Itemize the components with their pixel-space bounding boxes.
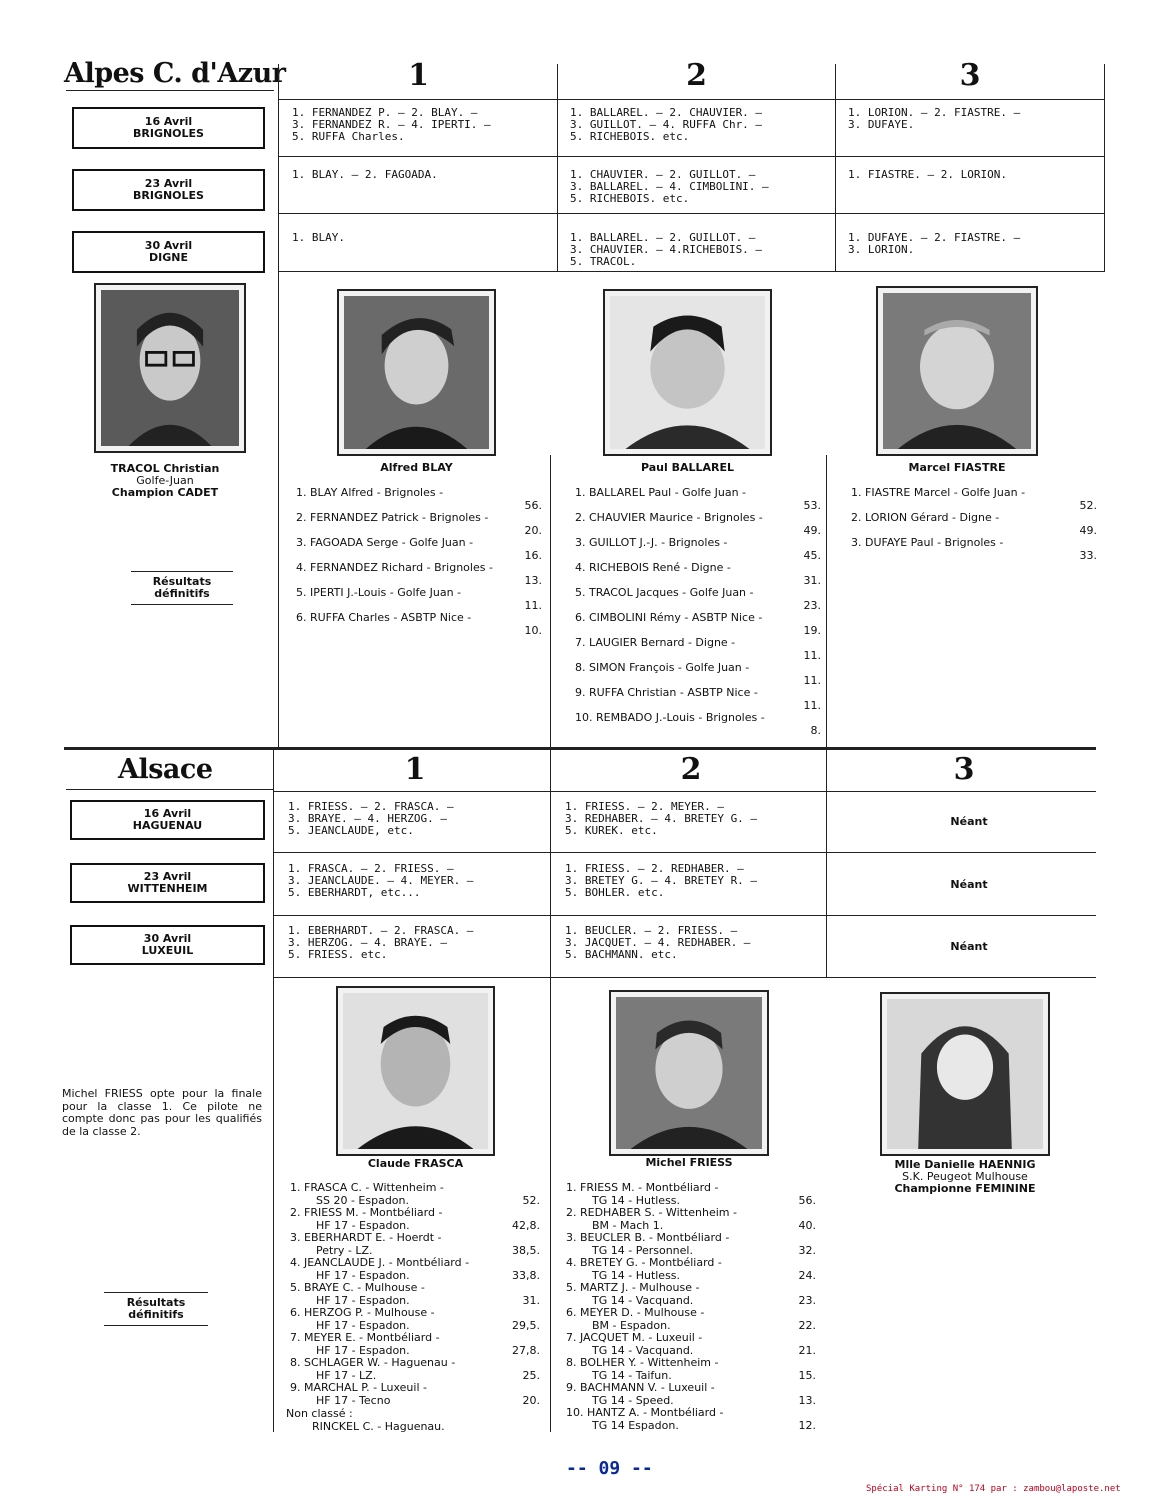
result-entry xyxy=(296,587,542,612)
result-entry xyxy=(566,1182,816,1207)
result-driver: 5. TRACOL Jacques - Golfe Juan - xyxy=(575,586,754,599)
result-score: 20. xyxy=(524,523,542,537)
results-list xyxy=(296,487,542,637)
race-result-cell: Néant xyxy=(950,940,988,953)
result-score: 12. xyxy=(798,1418,816,1432)
results-list xyxy=(851,487,1097,562)
result-entry xyxy=(566,1332,816,1357)
results-label-line: Résultats xyxy=(126,1296,186,1309)
date-box-16-avril xyxy=(70,800,265,840)
portrait-photo xyxy=(94,283,246,453)
column-header-2: 2 xyxy=(680,752,702,787)
result-entry xyxy=(575,512,821,537)
result-entry xyxy=(566,1282,816,1307)
result-kart: HF 17 - Espadon. xyxy=(316,1268,410,1282)
result-driver: 9. MARCHAL P. - Luxeuil - xyxy=(290,1381,427,1394)
result-driver: 2. CHAUVIER Maurice - Brignoles - xyxy=(575,511,763,524)
result-score: 24. xyxy=(798,1268,816,1282)
portrait-caption: Claude FRASCA xyxy=(367,1157,464,1170)
result-score: 22. xyxy=(798,1318,816,1332)
result-driver: 3. GUILLOT J.-J. - Brignoles - xyxy=(575,536,728,549)
result-driver: 2. FERNANDEZ Patrick - Brignoles - xyxy=(296,511,489,524)
caption-name: Mlle Danielle HAENNIG xyxy=(894,1158,1036,1171)
divider xyxy=(274,852,1096,853)
result-entry xyxy=(575,612,821,637)
result-kart: HF 17 - Espadon. xyxy=(316,1343,410,1357)
result-entry xyxy=(290,1232,540,1257)
result-entry xyxy=(575,712,821,737)
portrait-caption: Alfred BLAY xyxy=(380,461,453,474)
result-score: 16. xyxy=(524,548,542,562)
result-driver: 8. SIMON François - Golfe Juan - xyxy=(575,661,750,674)
result-kart xyxy=(575,725,601,738)
result-driver: 5. MARTZ J. - Mulhouse - xyxy=(566,1281,700,1294)
result-score: 56. xyxy=(798,1193,816,1207)
unclassified-entry: RINCKEL C. - Haguenau. xyxy=(312,1419,445,1433)
result-score: 21. xyxy=(798,1343,816,1357)
result-driver: 4. BRETEY G. - Montbéliard - xyxy=(566,1256,722,1269)
result-entry xyxy=(851,537,1097,562)
result-driver: 1. BALLAREL Paul - Golfe Juan - xyxy=(575,486,747,499)
result-entry xyxy=(575,637,821,662)
portrait-photo xyxy=(876,286,1038,456)
result-kart: TG 14 - Hutless. xyxy=(592,1193,681,1207)
result-entry xyxy=(290,1332,540,1357)
result-score: 45. xyxy=(803,548,821,562)
result-driver: 3. FAGOADA Serge - Golfe Juan - xyxy=(296,536,474,549)
result-score: 11. xyxy=(803,673,821,687)
results-label xyxy=(131,571,233,605)
result-score: 33. xyxy=(1079,548,1097,562)
result-score: 13. xyxy=(524,573,542,587)
result-score: 11. xyxy=(524,598,542,612)
date-day: 30 Avril xyxy=(144,239,193,252)
results-label-line: définitifs xyxy=(128,1308,184,1321)
result-entry xyxy=(851,487,1097,512)
divider xyxy=(278,156,1104,157)
result-driver: 1. FIASTRE Marcel - Golfe Juan - xyxy=(851,486,1026,499)
result-entry xyxy=(575,587,821,612)
results-label-line: Résultats xyxy=(152,575,212,588)
result-score: 23. xyxy=(798,1293,816,1307)
result-driver: 2. FRIESS M. - Montbéliard - xyxy=(290,1206,443,1219)
date-place: HAGUENAU xyxy=(132,819,203,832)
divider xyxy=(66,789,274,790)
result-driver: 2. LORION Gérard - Digne - xyxy=(851,511,1000,524)
result-driver: 7. LAUGIER Bernard - Digne - xyxy=(575,636,736,649)
result-driver: 7. JACQUET M. - Luxeuil - xyxy=(566,1331,703,1344)
result-entry xyxy=(851,512,1097,537)
date-place: DIGNE xyxy=(149,251,188,264)
date-day: 23 Avril xyxy=(143,870,192,883)
page-number: -- 09 -- xyxy=(566,1458,653,1479)
divider xyxy=(1104,64,1105,272)
result-kart: HF 17 - Espadon. xyxy=(316,1318,410,1332)
result-driver: 1. FRIESS M. - Montbéliard - xyxy=(566,1181,719,1194)
result-kart: HF 17 - LZ. xyxy=(316,1368,377,1382)
result-kart: TG 14 - Personnel. xyxy=(592,1243,693,1257)
divider xyxy=(278,271,1104,272)
result-entry xyxy=(575,662,821,687)
divider xyxy=(278,213,1104,214)
unclassified-block xyxy=(286,1408,536,1433)
result-score: 42,8. xyxy=(512,1218,540,1232)
divider xyxy=(278,64,279,748)
date-place: WITTENHEIM xyxy=(127,882,208,895)
race-result-cell: 1. CHAUVIER. — 2. GUILLOT. — 3. BALLAREL. — 4. CIMBOLINI. — 5. RICHEBOIS. etc. xyxy=(570,168,769,205)
result-score: 38,5. xyxy=(512,1243,540,1257)
result-score: 33,8. xyxy=(512,1268,540,1282)
race-result-cell: 1. EBERHARDT. — 2. FRASCA. — 3. HERZOG. — 4. BRAYE. — 5. FRIESS. etc. xyxy=(288,924,474,961)
portrait-caption: Michel FRIESS xyxy=(645,1156,733,1169)
result-kart xyxy=(851,550,877,563)
result-entry xyxy=(575,487,821,512)
result-driver: 3. DUFAYE Paul - Brignoles - xyxy=(851,536,1004,549)
divider xyxy=(274,791,1096,792)
result-driver: 8. BOLHER Y. - Wittenheim - xyxy=(566,1356,719,1369)
section-divider xyxy=(64,747,1096,750)
result-driver: 10. HANTZ A. - Montbéliard - xyxy=(566,1406,724,1419)
race-result-cell: 1. FRIESS. — 2. FRASCA. — 3. BRAYE. — 4. HERZOG. — 5. JEANCLAUDE, etc. xyxy=(288,800,454,837)
result-kart: TG 14 - Speed. xyxy=(592,1393,674,1407)
divider xyxy=(826,748,827,978)
date-box-23-avril xyxy=(70,863,265,903)
result-driver: 4. JEANCLAUDE J. - Montbéliard - xyxy=(290,1256,470,1269)
result-entry xyxy=(296,612,542,637)
result-driver: 6. MEYER D. - Mulhouse - xyxy=(566,1306,705,1319)
result-score: 8. xyxy=(810,723,821,737)
result-driver: 5. IPERTI J.-Louis - Golfe Juan - xyxy=(296,586,462,599)
result-entry xyxy=(566,1307,816,1332)
date-day: 16 Avril xyxy=(143,807,192,820)
result-kart: HF 17 - Tecno xyxy=(316,1393,391,1407)
caption-name: TRACOL Christian xyxy=(110,462,220,475)
portrait-photo xyxy=(880,992,1050,1156)
portrait-caption xyxy=(860,1159,1070,1195)
result-score: 32. xyxy=(798,1243,816,1257)
portrait-photo xyxy=(609,990,769,1156)
region-title-alsace: Alsace xyxy=(118,754,213,785)
date-day: 16 Avril xyxy=(144,115,193,128)
column-header-3: 3 xyxy=(959,58,981,93)
race-result-cell: 1. BALLAREL. — 2. GUILLOT. — 3. CHAUVIER. — 4.RICHEBOIS. — 5. TRACOL. xyxy=(570,231,763,268)
results-list xyxy=(566,1182,816,1432)
result-kart: TG 14 - Vacquand. xyxy=(592,1343,694,1357)
result-entry xyxy=(296,487,542,512)
race-result-cell: Néant xyxy=(950,878,988,891)
unclassified-label: Non classé : xyxy=(286,1407,353,1420)
portrait-photo xyxy=(603,289,772,456)
result-score: 11. xyxy=(803,698,821,712)
date-box-30-avril xyxy=(70,925,265,965)
result-score: 25. xyxy=(522,1368,540,1382)
result-score: 49. xyxy=(803,523,821,537)
result-kart: SS 20 - Espadon. xyxy=(316,1193,410,1207)
result-entry xyxy=(566,1407,816,1432)
date-place: BRIGNOLES xyxy=(133,127,204,140)
result-entry xyxy=(290,1357,540,1382)
result-score: 31. xyxy=(803,573,821,587)
result-kart xyxy=(296,625,322,638)
result-driver: 10. REMBADO J.-Louis - Brignoles - xyxy=(575,711,765,724)
date-day: 30 Avril xyxy=(143,932,192,945)
result-driver: 9. RUFFA Christian - ASBTP Nice - xyxy=(575,686,758,699)
portrait-caption: Marcel FIASTRE xyxy=(908,461,1006,474)
column-header-1: 1 xyxy=(408,58,429,93)
portrait-caption: Paul BALLAREL xyxy=(640,461,735,474)
result-entry xyxy=(290,1182,540,1207)
race-result-cell: 1. BEUCLER. — 2. FRIESS. — 3. JACQUET. — 4. REDHABER. — 5. BACHMANN. etc. xyxy=(565,924,751,961)
date-place: LUXEUIL xyxy=(141,944,194,957)
result-driver: 6. HERZOG P. - Mulhouse - xyxy=(290,1306,435,1319)
portrait-photo xyxy=(337,289,496,456)
result-driver: 4. FERNANDEZ Richard - Brignoles - xyxy=(296,561,493,574)
race-result-cell: 1. FERNANDEZ P. — 2. BLAY. — 3. FERNANDEZ R. — 4. IPERTI. — 5. RUFFA Charles. xyxy=(292,106,491,143)
divider xyxy=(550,455,551,748)
result-score: 23. xyxy=(803,598,821,612)
race-result-cell: 1. BLAY. — 2. FAGOADA. xyxy=(292,168,438,181)
portrait-caption xyxy=(80,463,250,499)
date-place: BRIGNOLES xyxy=(133,189,204,202)
result-kart: TG 14 - Vacquand. xyxy=(592,1293,694,1307)
result-score: 56. xyxy=(524,498,542,512)
result-entry xyxy=(296,512,542,537)
race-result-cell: 1. FIASTRE. — 2. LORION. xyxy=(848,168,1007,181)
divider xyxy=(550,748,551,1432)
result-driver: 6. CIMBOLINI Rémy - ASBTP Nice - xyxy=(575,611,763,624)
race-result-cell: 1. DUFAYE. — 2. FIASTRE. — 3. LORION. xyxy=(848,231,1021,256)
results-list xyxy=(575,487,821,737)
result-score: 13. xyxy=(798,1393,816,1407)
race-result-cell: 1. LORION. — 2. FIASTRE. — 3. DUFAYE. xyxy=(848,106,1021,131)
note-text: Michel FRIESS opte pour la finale pour la classe 1. Ce pilote ne compte donc pas pour les qualifiés de la classe 2. xyxy=(62,1087,262,1138)
result-score: 10. xyxy=(524,623,542,637)
column-header-2: 2 xyxy=(686,58,707,93)
result-score: 27,8. xyxy=(512,1343,540,1357)
result-driver: 4. RICHEBOIS René - Digne - xyxy=(575,561,731,574)
caption-title: Championne FEMININE xyxy=(894,1182,1036,1195)
divider xyxy=(835,64,836,272)
result-score: 49. xyxy=(1079,523,1097,537)
result-driver: 7. MEYER E. - Montbéliard - xyxy=(290,1331,440,1344)
result-entry xyxy=(290,1207,540,1232)
result-kart: TG 14 Espadon. xyxy=(592,1418,679,1432)
result-entry xyxy=(566,1207,816,1232)
result-kart: TG 14 - Taifun. xyxy=(592,1368,672,1382)
result-score: 52. xyxy=(1079,498,1097,512)
result-driver: 1. FRASCA C. - Wittenheim - xyxy=(290,1181,444,1194)
result-score: 15. xyxy=(798,1368,816,1382)
result-entry xyxy=(290,1382,540,1407)
result-score: 19. xyxy=(803,623,821,637)
result-entry xyxy=(566,1232,816,1257)
result-driver: 6. RUFFA Charles - ASBTP Nice - xyxy=(296,611,472,624)
result-score: 52. xyxy=(522,1193,540,1207)
result-score: 31. xyxy=(522,1293,540,1307)
result-entry xyxy=(296,537,542,562)
divider xyxy=(274,977,1096,978)
result-score: 29,5. xyxy=(512,1318,540,1332)
divider xyxy=(557,64,558,272)
result-entry xyxy=(566,1382,816,1407)
date-day: 23 Avril xyxy=(144,177,193,190)
race-result-cell: 1. FRIESS. — 2. REDHABER. — 3. BRETEY G. — 4. BRETEY R. — 5. BOHLER. etc. xyxy=(565,862,758,899)
portrait-photo xyxy=(336,986,495,1156)
result-entry xyxy=(296,562,542,587)
result-driver: 2. REDHABER S. - Wittenheim - xyxy=(566,1206,737,1219)
result-entry xyxy=(290,1307,540,1332)
result-entry xyxy=(575,687,821,712)
result-driver: 3. BEUCLER B. - Montbéliard - xyxy=(566,1231,730,1244)
result-driver: 9. BACHMANN V. - Luxeuil - xyxy=(566,1381,715,1394)
race-result-cell: 1. FRASCA. — 2. FRIESS. — 3. JEANCLAUDE. — 4. MEYER. — 5. EBERHARDT, etc... xyxy=(288,862,474,899)
results-label-line: définitifs xyxy=(154,587,210,600)
result-score: 40. xyxy=(798,1218,816,1232)
divider xyxy=(826,455,827,748)
caption-club: Golfe-Juan xyxy=(136,474,194,487)
result-driver: 3. EBERHARDT E. - Hoerdt - xyxy=(290,1231,442,1244)
result-entry xyxy=(290,1282,540,1307)
race-result-cell: 1. FRIESS. — 2. MEYER. — 3. REDHABER. — 4. BRETEY G. — 5. KUREK. etc. xyxy=(565,800,758,837)
region-title-alpes: Alpes C. d'Azur xyxy=(64,58,286,89)
date-box-16-avril xyxy=(72,107,265,149)
column-header-3: 3 xyxy=(953,752,975,787)
results-label xyxy=(104,1292,208,1326)
result-score: 11. xyxy=(803,648,821,662)
result-driver: 1. BLAY Alfred - Brignoles - xyxy=(296,486,444,499)
result-entry xyxy=(566,1357,816,1382)
result-kart: HF 17 - Espadon. xyxy=(316,1218,410,1232)
caption-club: S.K. Peugeot Mulhouse xyxy=(902,1170,1028,1183)
result-entry xyxy=(566,1257,816,1282)
result-kart: BM - Espadon. xyxy=(592,1318,671,1332)
divider xyxy=(273,748,274,1432)
divider xyxy=(274,915,1096,916)
result-entry xyxy=(290,1257,540,1282)
result-entry xyxy=(575,562,821,587)
result-kart: HF 17 - Espadon. xyxy=(316,1293,410,1307)
result-entry xyxy=(575,537,821,562)
date-box-23-avril xyxy=(72,169,265,211)
result-score: 53. xyxy=(803,498,821,512)
caption-title: Champion CADET xyxy=(111,486,219,499)
result-driver: 5. BRAYE C. - Mulhouse - xyxy=(290,1281,425,1294)
race-result-cell: 1. BLAY. xyxy=(292,231,345,244)
result-driver: 8. SCHLAGER W. - Haguenau - xyxy=(290,1356,456,1369)
divider xyxy=(66,90,274,91)
result-score: 20. xyxy=(522,1393,540,1407)
race-result-cell: 1. BALLAREL. — 2. CHAUVIER. — 3. GUILLOT. — 4. RUFFA Chr. — 5. RICHEBOIS. etc. xyxy=(570,106,763,143)
result-kart: Petry - LZ. xyxy=(316,1243,373,1257)
race-result-cell: Néant xyxy=(950,815,988,828)
divider xyxy=(278,99,1104,100)
date-box-30-avril xyxy=(72,231,265,273)
results-list xyxy=(290,1182,540,1407)
column-header-1: 1 xyxy=(404,752,426,787)
result-kart: TG 14 - Hutless. xyxy=(592,1268,681,1282)
result-kart: BM - Mach 1. xyxy=(592,1218,664,1232)
footer-credit: Spécial Karting N° 174 par : zambou@laposte.net xyxy=(866,1484,1121,1494)
